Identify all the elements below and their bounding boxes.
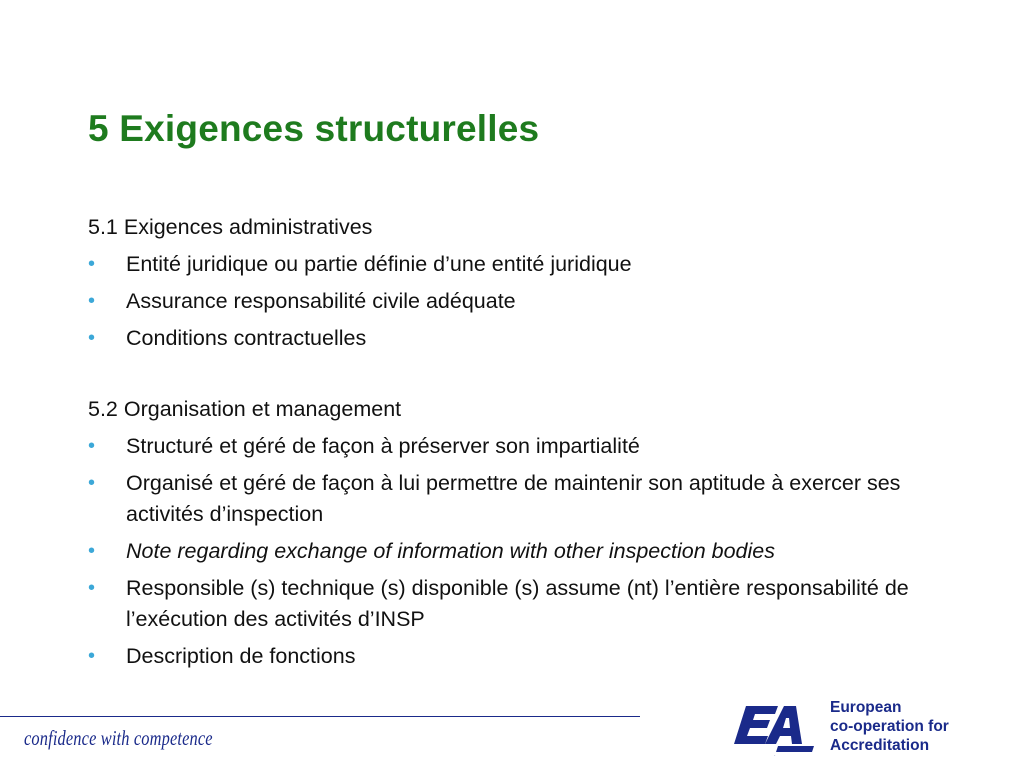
list-item-text: Description de fonctions (126, 644, 356, 668)
list-item-text: Assurance responsabilité civile adéquate (126, 289, 516, 313)
footer-tagline: confidence with competence (24, 726, 213, 750)
slide-title: 5 Exigences structurelles (88, 108, 540, 149)
list-item-text: Organisé et géré de façon à lui permettre de maintenir son aptitude à exercer ses activités d’inspection (126, 471, 901, 526)
section-organisation (88, 394, 948, 672)
organization-name-line: European (830, 699, 902, 716)
ea-logo (734, 702, 814, 756)
list-item (88, 641, 948, 672)
section-spacer (88, 360, 948, 394)
list-item-text: Conditions contractuelles (126, 326, 367, 350)
footer-divider (0, 716, 640, 717)
organization-name-line: co-operation for (830, 718, 949, 735)
bullet-icon: • (88, 645, 96, 667)
list-item (88, 573, 948, 635)
list-item (88, 431, 948, 462)
list-item (88, 536, 948, 567)
bullet-list (88, 249, 948, 354)
slide-body (88, 212, 948, 678)
bullet-icon: • (88, 577, 96, 599)
list-item (88, 286, 948, 317)
bullet-icon: • (88, 472, 96, 494)
ea-logo-text: EA (774, 756, 776, 757)
list-item-text: Note regarding exchange of information with other inspection bodies (126, 539, 775, 563)
list-item (88, 323, 948, 354)
bullet-icon: • (88, 327, 96, 349)
bullet-icon: • (88, 435, 96, 457)
section-administrative (88, 212, 948, 354)
list-item-text: Responsible (s) technique (s) disponible (s) assume (nt) l’entière responsabilité de l’exécution des activités d’INSP (126, 576, 909, 631)
organization-name-line: Accreditation (830, 737, 930, 754)
section-heading: 5.2 Organisation et management (88, 397, 402, 421)
list-item-text: Structuré et géré de façon à préserver son impartialité (126, 434, 640, 458)
bullet-list (88, 431, 948, 672)
organization-name (830, 698, 949, 755)
section-heading: 5.1 Exigences administratives (88, 215, 373, 239)
list-item (88, 249, 948, 280)
bullet-icon: • (88, 253, 96, 275)
list-item-text: Entité juridique ou partie définie d’une entité juridique (126, 252, 632, 276)
bullet-icon: • (88, 290, 96, 312)
bullet-icon: • (88, 540, 96, 562)
list-item (88, 468, 948, 530)
